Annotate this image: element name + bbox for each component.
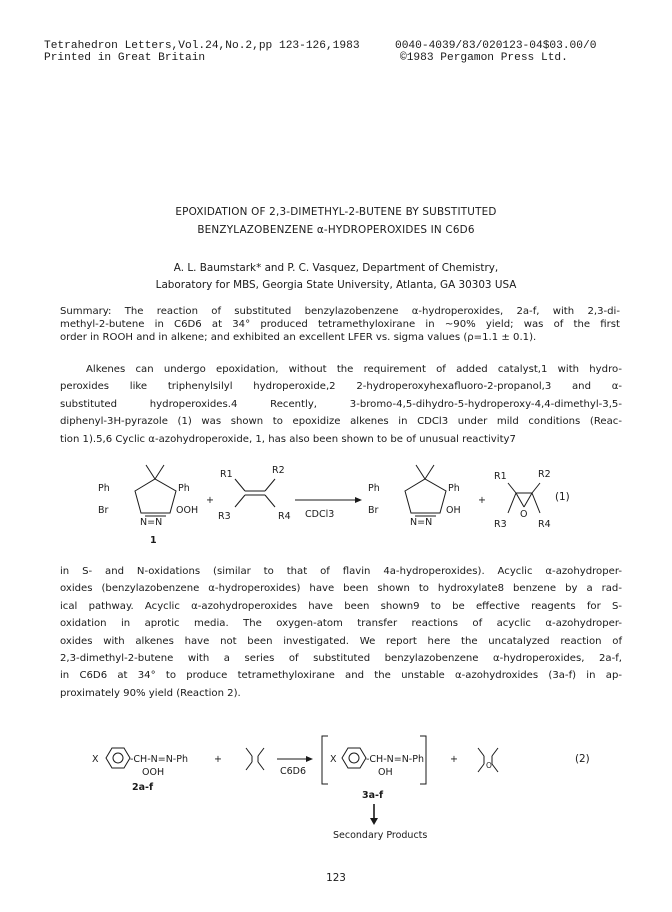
journal-citation: Tetrahedron Letters,Vol.24,No.2,pp 123-126,1983 xyxy=(44,40,360,52)
secondary-products-label: Secondary Products xyxy=(333,830,428,841)
summary-line: Summary: The reaction of substituted benzylazobenzene α-hydroperoxides, 2a-f, with 2,3-di- xyxy=(60,306,620,317)
alkene-structure xyxy=(235,479,275,507)
phenyl-label: Ph xyxy=(178,483,190,494)
azo-label: N=N xyxy=(410,517,433,528)
bromo-label: Br xyxy=(98,505,109,516)
summary-block xyxy=(60,305,620,344)
pyrazole-hydroperoxide-structure xyxy=(135,465,176,516)
paragraph-line: tion 1).5,6 Cyclic α-azohydroperoxide, 1, has also been shown to be of unusual reactivity7 xyxy=(60,433,516,445)
substituent-r1: R1 xyxy=(220,469,233,480)
results-paragraph xyxy=(60,563,622,702)
hydroperoxy-label: OOH xyxy=(176,505,199,516)
paragraph-line: oxides (benzylazobenzene α-hydroperoxides) have been shown to hydroxylate8 benzene by a rad- xyxy=(60,583,622,595)
author-names: A. L. Baumstark* and P. C. Vasquez, Department of Chemistry, xyxy=(173,262,499,274)
bracket-left xyxy=(322,736,328,784)
paragraph-line: in S- and N-oxidations (similar to that of flavin 4a-hydroperoxides). Acyclic α-azohydroper- xyxy=(60,566,622,577)
summary-line: order in ROOH and in alkene; and exhibited an excellent LFER vs. sigma values (ρ=1.1 ± 0.1). xyxy=(60,332,537,343)
azo-chain-label: -CH-N=N-Ph xyxy=(130,754,188,765)
substituent-r3: R3 xyxy=(494,519,507,530)
hydroxy-label: OH xyxy=(446,505,461,516)
substituent-r1: R1 xyxy=(494,471,507,482)
plus-sign: + xyxy=(206,495,214,506)
copyright-notice: ©1983 Pergamon Press Ltd. xyxy=(400,52,568,64)
hydroperoxy-label: OOH xyxy=(142,767,165,778)
bromo-label: Br xyxy=(368,505,379,516)
substituent-r3: R3 xyxy=(218,511,231,522)
equation-number-2: (2) xyxy=(575,753,590,765)
paragraph-line: in C6D6 at 34° to produce tetramethyloxirane and the unstable α-azohydroxides (3a-f) in ap- xyxy=(60,670,622,682)
printed-location: Printed in Great Britain xyxy=(44,52,206,64)
reactant-label: 2a-f xyxy=(132,782,154,793)
paragraph-line: peroxides like triphenylsilyl hydroperoxide,2 2-hydroperoxyhexafluoro-2-propanol,3 and α- xyxy=(60,381,622,393)
pyrazole-alcohol-structure xyxy=(405,465,446,516)
plus-sign: + xyxy=(450,754,458,765)
intro-paragraph xyxy=(60,361,622,448)
epoxide-oxygen-label: O xyxy=(520,509,528,520)
paragraph-line: diphenyl-3H-pyrazole (1) was shown to epoxidize alkenes in CDCl3 under mild conditions (Reac- xyxy=(60,416,622,428)
article-title-line-1: EPOXIDATION OF 2,3-DIMETHYL-2-BUTENE BY SUBSTITUTED xyxy=(175,206,497,218)
paragraph-line: oxidation in aprotic media. The oxygen-atom transfer reactions of acyclic α-azohydroper- xyxy=(60,618,622,630)
paragraph-line: ical pathway. Acyclic α-azohydroperoxides have been shown9 to be effective reagents for S- xyxy=(60,600,622,612)
benzene-ring-structure xyxy=(342,748,366,768)
paragraph-line: 2,3-dimethyl-2-butene with a series of substituted benzylazobenzene α-hydroperoxides, 2a-f, xyxy=(60,653,622,665)
plus-sign: + xyxy=(214,754,222,765)
solvent-label: C6D6 xyxy=(280,766,307,777)
substituent-r4: R4 xyxy=(538,519,551,530)
benzene-ring-structure xyxy=(106,748,130,768)
substituent-r2: R2 xyxy=(538,469,551,480)
page-number: 123 xyxy=(326,872,346,884)
azo-label: N=N xyxy=(140,517,163,528)
reaction-arrow-head xyxy=(306,756,313,762)
product-label: 3a-f xyxy=(362,790,384,801)
phenyl-label: Ph xyxy=(448,483,460,494)
substituent-x: X xyxy=(330,754,337,765)
phenyl-label: Ph xyxy=(98,483,110,494)
aromatic-circle xyxy=(113,753,123,763)
summary-line: methyl-2-butene in C6D6 at 34° produced tetramethyloxirane in ~90% yield; was of the first xyxy=(60,319,620,330)
substituent-x: X xyxy=(92,754,99,765)
reaction-scheme-1 xyxy=(80,455,600,555)
plus-sign: + xyxy=(478,495,486,506)
paragraph-line: Alkenes can undergo epoxidation, without the requirement of added catalyst,1 with hydro- xyxy=(86,364,622,375)
substituent-r2: R2 xyxy=(272,465,285,476)
phenyl-label: Ph xyxy=(368,483,380,494)
azo-chain-label: -CH-N=N-Ph xyxy=(366,754,424,765)
paragraph-line: proximately 90% yield (Reaction 2). xyxy=(60,687,241,699)
tetramethylethylene-structure xyxy=(246,748,264,770)
aromatic-circle xyxy=(349,753,359,763)
paragraph-line: oxides with alkenes have not been investigated. We report here the uncatalyzed reaction of xyxy=(60,635,622,647)
hydroxy-label: OH xyxy=(378,767,393,778)
paragraph-line: substituted hydroperoxides.4 Recently, 3-bromo-4,5-dihydro-5-hydroperoxy-4,4-dimethyl-3,5- xyxy=(60,398,622,410)
article-code: 0040-4039/83/020123-04$03.00/0 xyxy=(395,40,597,52)
compound-label-1: 1 xyxy=(150,535,157,546)
epoxide-oxygen-label: O xyxy=(486,761,492,770)
equation-number-1: (1) xyxy=(555,491,570,503)
solvent-label: CDCl3 xyxy=(305,509,335,520)
article-title-line-2: BENZYLAZOBENZENE α-HYDROPEROXIDES IN C6D6 xyxy=(197,224,475,236)
author-affiliation: Laboratory for MBS, Georgia State University, Atlanta, GA 30303 USA xyxy=(155,279,517,291)
substituent-r4: R4 xyxy=(278,511,291,522)
down-arrow-head xyxy=(370,818,378,825)
reaction-scheme-2 xyxy=(80,722,600,842)
reaction-arrow-head xyxy=(355,497,362,503)
